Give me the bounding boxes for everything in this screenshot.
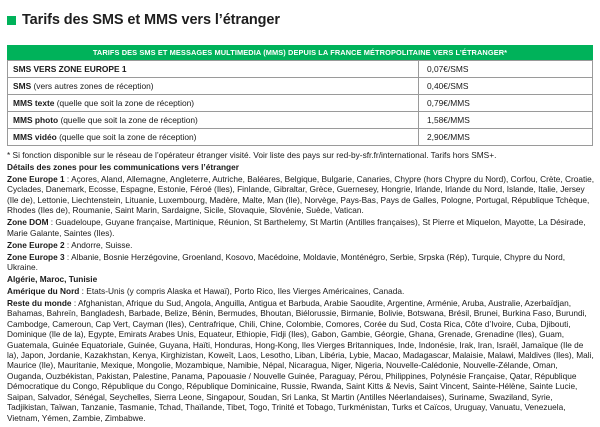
row-label [8,95,419,112]
table-row [8,78,593,95]
row-name: MMS texte [13,98,55,108]
row-note: (quelle que soit la zone de réception) [54,98,195,108]
zone-paragraph [7,274,595,284]
row-label [8,112,419,129]
zone-name: Reste du monde [7,298,72,309]
row-name: MMS vidéo [13,132,57,142]
table-row [8,95,593,112]
row-price: 0,07€/SMS [419,61,593,78]
zone-paragraph [7,252,595,273]
table-row [8,61,593,78]
row-label [8,61,419,78]
zone-countries: : Andorre, Suisse. [64,239,133,250]
page-title: Tarifs des SMS et MMS vers l’étranger [22,12,280,28]
green-square-icon [7,16,16,25]
zone-paragraph [7,240,595,250]
footnote: * Si fonction disponible sur le réseau de l’opérateur étranger visité. Voir liste des pays sur red-by-sfr.fr/international. Tarifs hors SMS+. [7,150,497,160]
row-name: SMS VERS ZONE EUROPE 1 [13,64,127,74]
row-name: SMS [13,81,32,91]
row-note: (quelle que soit la zone de réception) [58,115,198,125]
row-label [8,78,419,95]
row-note: (quelle que soit la zone de réception) [56,132,197,142]
rates-table-body [7,60,593,146]
zone-name: Zone Europe 2 [7,239,65,250]
zone-countries: : Açores, Aland, Allemagne, Angleterre, Autriche, Baléares, Belgique, Bulgarie, Canaries, Chypre (hors Chypre du Nord), Corfou, Crète, Croatie, Cyclades, Danemark, Ecosse, Espagne, Estonie, Féroé (Iles), Finlande, Gibraltar, Grèce, Guernesey, Hongrie, Irlande, Irlande du Nord, Islande, Italie, Jersey (Ile de), Lettonie, Liechtenstein, Lituanie, Luxembourg, Madère, Malte, Man (Ile), Norvège, Pays-Bas, Pays de Galles, Pologne, Portugal, République Tchèque, Rhodes (Iles de), Roumanie, Saint Marin, Sardaigne, Sicile, Slovaquie, Slovénie, Suède, Vatican. [7,174,595,216]
zone-countries: : Albanie, Bosnie Herzégovine, Groenland, Kosovo, Macédoine, Moldavie, Monténégro, Serbie, Srpska (Rép), Turquie, Chypre du Nord, Ukraine. [7,251,566,273]
zone-name: Zone DOM [7,217,49,228]
row-label [8,129,419,146]
table-row [8,112,593,129]
row-note: (vers autres zones de réception) [31,81,154,91]
zone-paragraph [7,174,595,216]
rates-table-header: TARIFS DES SMS ET MESSAGES MULTIMEDIA (MMS) DEPUIS LA FRANCE MÉTROPOLITAINE VERS L’ÉTRANGER* [7,45,593,60]
zone-paragraph [7,298,595,423]
row-name: MMS photo [13,115,59,125]
details-title: Détails des zones pour les communications vers l’étranger [7,162,239,172]
row-price: 1,58€/MMS [419,112,593,129]
rates-table [7,45,593,146]
zone-countries: : Afghanistan, Afrique du Sud, Angola, Anguilla, Antigua et Barbuda, Arabie Saoudite, Argentine, Arménie, Aruba, Australie, Azerbaïdjan, Bahamas, Bahreïn, Bangladesh, Barbade, Belize, Bénin, Bermudes, Bhoutan, Biélorussie, Birmanie, Bolivie, Botswana, Brésil, Brunei, Burkina Faso, Burundi, Cambodge, Cameroun, Cap Vert, Cayman (Iles), Centrafrique, Chili, Chine, Colombie, Comores, Corée du Sud, Costa Rica, Côte d’Ivoire, Cuba, Djibouti, Dominique (Ile de la), Egypte, Emirats Arabes Unis, Equateur, Ethiopie, Fidji (Iles), Gabon, Gambie, Géorgie, Ghana, Grenade, Grenadine (Iles), Guam, Guatemala, Guinée Equatoriale, Guinée, Guyana, Haïti, Honduras, Hong-Kong, Iles Vierges Britanniques, Inde, Indonésie, Irak, Iran, Israël, Jamaïque (Ile de la), Japon, Jordanie, Kazakhstan, Kenya, Kirghizistan, Koweït, Laos, Lesotho, Liban, Libéria, Lybie, Macao, Madagascar, Malaisie, Malawi, Maldives (Iles), Mali, Maurice (Ile), Mauritanie, Mexique, Mongolie, Mozambique, Namibie, Népal, Nicaragua, Niger, Nigeria, Nouvelle-Calédonie, Nouvelle-Zélande, Oman, Ouganda, Ouzbékistan, Pakistan, Palestine, Panama, Papouasie / Nouvelle Guinée, Paraguay, Pérou, Philippines, Polynésie Française, Qatar, République Démocratique du Congo, République du Congo, République Dominicaine, Russie, Rwanda, Saint Kitts & Nevis, Saint Vincent, Sainte-Hélène, Sainte Lucie, Saipan, Salvador, Sénégal, Seychelles, Sierra Leone, Singapour, Soudan, Sri Lanka, St Martin (Antilles Néerlandaises), Suriname, Swaziland, Syrie, Tadjikistan, Taïwan, Tanzanie, Tasmanie, Tchad, Thaïlande, Tibet, Togo, Trinité et Tobago, Turkménistan, Turks et Caïcos, Uruguay, Vanuatu, Venezuela, Vietnam, Yémen, Zambie, Zimbabwe. [7,298,594,423]
zone-name: Zone Europe 1 [7,174,65,184]
notes-section [7,150,595,425]
page-title-row [7,10,280,30]
zone-paragraph [7,217,595,238]
zone-paragraph [7,286,595,296]
zone-countries: : Etats-Unis (y compris Alaska et Hawaï), Porto Rico, Iles Vierges Américaines, Canada. [79,286,405,297]
zone-name: Algérie, Maroc, Tunisie [7,274,98,285]
zone-countries: : Guadeloupe, Guyane française, Martinique, Réunion, St Barthelemy, St Martin (Antilles françaises), St Pierre et Miquelon, Mayotte, La Désirade, Marie Galante, Saintes (Iles). [7,217,586,238]
row-price: 0,40€/SMS [419,78,593,95]
zone-name: Zone Europe 3 [7,251,65,262]
table-row [8,129,593,146]
row-price: 2,90€/MMS [419,129,593,146]
row-price: 0,79€/MMS [419,95,593,112]
zone-name: Amérique du Nord [7,286,80,297]
